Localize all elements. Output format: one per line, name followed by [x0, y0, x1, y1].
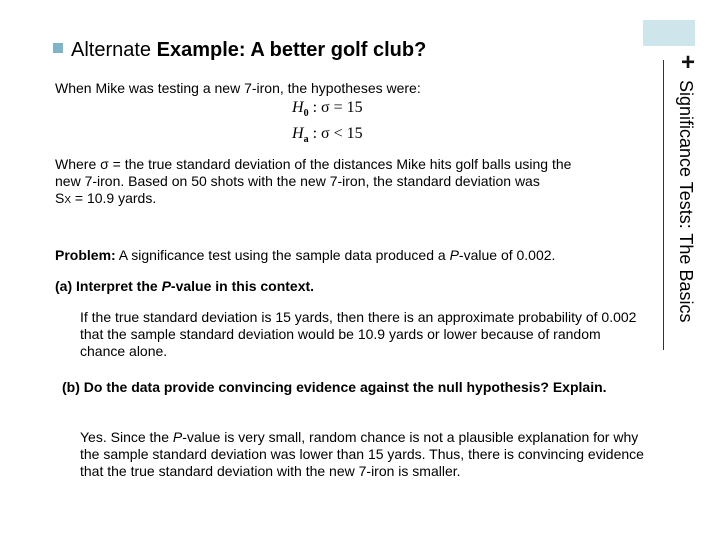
title-prefix: Alternate — [71, 39, 152, 61]
corner-accent-bar — [643, 20, 695, 46]
qa-prefix: (a) Interpret the — [55, 278, 162, 294]
ha-sub: a — [303, 134, 309, 146]
problem-italic: P — [449, 247, 459, 263]
slide-title — [53, 38, 426, 62]
problem-label: Problem: — [55, 247, 116, 263]
problem-text-2: -value of 0.002. — [458, 247, 556, 263]
problem-text-1: A significance test using the sample data produced a — [115, 247, 450, 263]
title-rest: Example: A better golf club? — [156, 39, 427, 61]
ha-relation: : σ < 15 — [308, 125, 363, 142]
side-title: Significance Tests: The Basics — [676, 80, 696, 323]
answer-b-prefix: Yes. Since the — [80, 429, 173, 445]
question-b: (b) Do the data provide convincing evidence against the null hypothesis? Explain. — [62, 379, 607, 395]
alternative-hypothesis — [292, 125, 363, 145]
h0-sub: 0 — [303, 108, 309, 120]
null-hypothesis — [292, 99, 363, 119]
qa-suffix: -value in this context. — [170, 278, 315, 294]
where-line-3-prefix: S — [55, 190, 65, 206]
h0-relation: : σ = 15 — [308, 99, 363, 116]
where-paragraph — [55, 156, 645, 209]
intro-text: When Mike was testing a new 7-iron, the hypotheses were: — [55, 80, 421, 96]
answer-a: If the true standard deviation is 15 yards, then there is an approximate probability of 0.002 that the sample standard deviation would be 10.9 yards or lower because of random chance alone. — [80, 309, 637, 359]
qa-italic: P — [161, 278, 171, 294]
question-a — [55, 278, 314, 295]
plus-icon: + — [681, 49, 696, 76]
vertical-divider — [663, 60, 664, 350]
answer-b-italic: P — [172, 429, 183, 445]
where-line-3-rest: = 10.9 yards. — [71, 190, 157, 206]
answer-b-rest: -value is very small, random chance is not a plausible explanation for why the sample standard deviation was lower than 15 yards. Thus, there is convincing evidence that the true standard deviation with the new 7-iron is smaller. — [80, 429, 644, 479]
where-line-1: Where σ = the true standard deviation of the distances Mike hits golf balls using the — [55, 156, 572, 172]
where-line-2: new 7-iron. Based on 50 shots with the new 7-iron, the standard deviation was — [55, 173, 540, 189]
where-line-3-sub: X — [64, 195, 72, 206]
square-bullet-icon — [53, 43, 63, 53]
answer-b — [80, 429, 655, 480]
ha-var: H — [292, 125, 304, 142]
problem-statement — [55, 247, 645, 264]
h0-var: H — [292, 99, 304, 116]
